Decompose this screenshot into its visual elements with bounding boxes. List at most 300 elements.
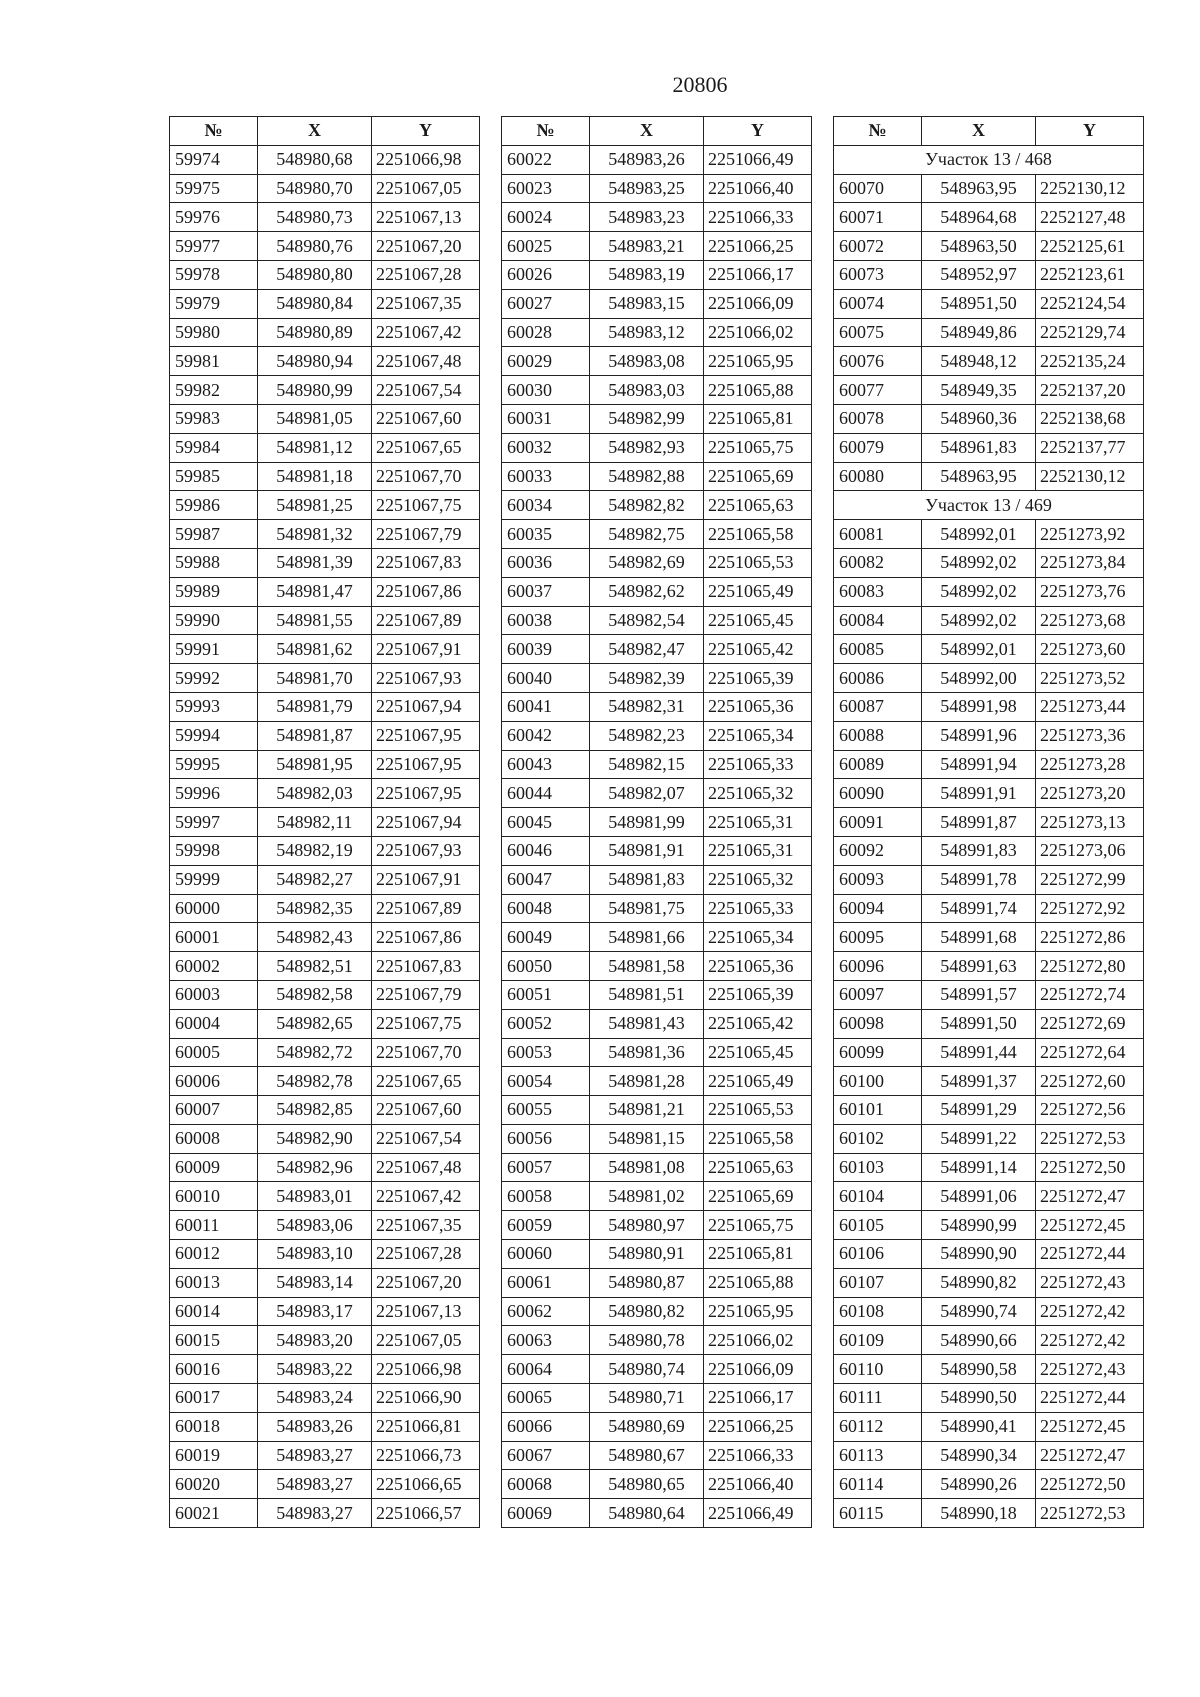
table-row bbox=[502, 692, 812, 721]
table-row bbox=[170, 779, 480, 808]
table-row bbox=[170, 606, 480, 635]
table-row bbox=[170, 1470, 480, 1499]
cell-number: 59977 bbox=[170, 232, 258, 261]
cell-y: 2251065,53 bbox=[704, 548, 812, 577]
cell-number: 60073 bbox=[834, 260, 922, 289]
cell-y: 2251067,94 bbox=[372, 692, 480, 721]
cell-y: 2251067,54 bbox=[372, 1124, 480, 1153]
cell-y: 2251273,44 bbox=[1036, 692, 1144, 721]
table-row bbox=[502, 1297, 812, 1326]
cell-y: 2251273,13 bbox=[1036, 808, 1144, 837]
cell-y: 2251067,70 bbox=[372, 1038, 480, 1067]
cell-x: 548982,03 bbox=[258, 779, 372, 808]
cell-y: 2251066,09 bbox=[704, 1355, 812, 1384]
cell-x: 548983,01 bbox=[258, 1182, 372, 1211]
table-row bbox=[502, 865, 812, 894]
cell-number: 60050 bbox=[502, 952, 590, 981]
cell-y: 2252137,77 bbox=[1036, 433, 1144, 462]
cell-y: 2251273,06 bbox=[1036, 836, 1144, 865]
cell-number: 60114 bbox=[834, 1470, 922, 1499]
table-row bbox=[170, 347, 480, 376]
cell-x: 548981,66 bbox=[590, 923, 704, 952]
cell-number: 60100 bbox=[834, 1067, 922, 1096]
cell-x: 548982,75 bbox=[590, 520, 704, 549]
table-row bbox=[170, 1268, 480, 1297]
table-row bbox=[170, 1211, 480, 1240]
cell-y: 2251272,53 bbox=[1036, 1499, 1144, 1528]
cell-y: 2251272,86 bbox=[1036, 923, 1144, 952]
cell-x: 548981,47 bbox=[258, 577, 372, 606]
table-row bbox=[834, 1384, 1144, 1413]
cell-number: 60081 bbox=[834, 520, 922, 549]
table-row bbox=[834, 750, 1144, 779]
table-row bbox=[170, 1412, 480, 1441]
table-row bbox=[170, 894, 480, 923]
cell-y: 2251067,42 bbox=[372, 1182, 480, 1211]
cell-number: 60079 bbox=[834, 433, 922, 462]
cell-x: 548982,31 bbox=[590, 692, 704, 721]
cell-x: 548991,74 bbox=[922, 894, 1036, 923]
cell-number: 60037 bbox=[502, 577, 590, 606]
cell-number: 60048 bbox=[502, 894, 590, 923]
cell-y: 2251272,50 bbox=[1036, 1470, 1144, 1499]
cell-number: 60099 bbox=[834, 1038, 922, 1067]
cell-number: 60022 bbox=[502, 145, 590, 174]
cell-x: 548980,99 bbox=[258, 376, 372, 405]
table-row bbox=[170, 1384, 480, 1413]
cell-y: 2251067,95 bbox=[372, 779, 480, 808]
cell-y: 2251067,95 bbox=[372, 721, 480, 750]
cell-number: 60036 bbox=[502, 548, 590, 577]
cell-y: 2251067,42 bbox=[372, 318, 480, 347]
cell-number: 60012 bbox=[170, 1240, 258, 1269]
cell-x: 548990,58 bbox=[922, 1355, 1036, 1384]
cell-x: 548990,34 bbox=[922, 1441, 1036, 1470]
table-row bbox=[834, 808, 1144, 837]
cell-number: 60067 bbox=[502, 1441, 590, 1470]
cell-y: 2251065,32 bbox=[704, 779, 812, 808]
cell-y: 2251066,17 bbox=[704, 1384, 812, 1413]
cell-number: 59987 bbox=[170, 520, 258, 549]
cell-number: 60034 bbox=[502, 491, 590, 520]
cell-y: 2251272,56 bbox=[1036, 1096, 1144, 1125]
cell-x: 548982,99 bbox=[590, 404, 704, 433]
table-row bbox=[170, 664, 480, 693]
table-row bbox=[834, 923, 1144, 952]
table-row bbox=[834, 1240, 1144, 1269]
cell-number: 60052 bbox=[502, 1009, 590, 1038]
cell-number: 60028 bbox=[502, 318, 590, 347]
table-row bbox=[170, 491, 480, 520]
cell-y: 2251272,44 bbox=[1036, 1384, 1144, 1413]
cell-number: 60068 bbox=[502, 1470, 590, 1499]
cell-y: 2251065,69 bbox=[704, 1182, 812, 1211]
table-row bbox=[834, 1182, 1144, 1211]
table-row bbox=[834, 1297, 1144, 1326]
cell-number: 60061 bbox=[502, 1268, 590, 1297]
cell-x: 548983,15 bbox=[590, 289, 704, 318]
cell-x: 548980,84 bbox=[258, 289, 372, 318]
cell-y: 2251066,65 bbox=[372, 1470, 480, 1499]
cell-x: 548982,69 bbox=[590, 548, 704, 577]
cell-x: 548981,58 bbox=[590, 952, 704, 981]
cell-y: 2251272,45 bbox=[1036, 1211, 1144, 1240]
table-row bbox=[834, 462, 1144, 491]
cell-x: 548980,71 bbox=[590, 1384, 704, 1413]
cell-x: 548983,24 bbox=[258, 1384, 372, 1413]
cell-x: 548981,87 bbox=[258, 721, 372, 750]
cell-number: 60077 bbox=[834, 376, 922, 405]
cell-y: 2251065,39 bbox=[704, 980, 812, 1009]
table-row bbox=[502, 1326, 812, 1355]
table-row bbox=[834, 260, 1144, 289]
cell-x: 548982,96 bbox=[258, 1153, 372, 1182]
cell-y: 2251066,02 bbox=[704, 318, 812, 347]
cell-y: 2251067,83 bbox=[372, 548, 480, 577]
cell-x: 548991,37 bbox=[922, 1067, 1036, 1096]
cell-x: 548983,26 bbox=[590, 145, 704, 174]
table-header-row bbox=[170, 117, 480, 146]
table-row bbox=[502, 750, 812, 779]
cell-y: 2251273,28 bbox=[1036, 750, 1144, 779]
cell-y: 2251065,34 bbox=[704, 721, 812, 750]
cell-number: 60005 bbox=[170, 1038, 258, 1067]
cell-y: 2251065,63 bbox=[704, 491, 812, 520]
cell-x: 548982,54 bbox=[590, 606, 704, 635]
cell-x: 548980,78 bbox=[590, 1326, 704, 1355]
table-row bbox=[834, 1038, 1144, 1067]
cell-x: 548982,62 bbox=[590, 577, 704, 606]
cell-x: 548981,75 bbox=[590, 894, 704, 923]
table-row bbox=[834, 404, 1144, 433]
cell-number: 60060 bbox=[502, 1240, 590, 1269]
cell-x: 548990,50 bbox=[922, 1384, 1036, 1413]
cell-x: 548981,15 bbox=[590, 1124, 704, 1153]
table-row bbox=[834, 174, 1144, 203]
table-row bbox=[170, 1096, 480, 1125]
table-row bbox=[502, 347, 812, 376]
table-row bbox=[502, 433, 812, 462]
table-row bbox=[170, 1153, 480, 1182]
cell-x: 548991,06 bbox=[922, 1182, 1036, 1211]
table-row bbox=[502, 577, 812, 606]
cell-number: 60011 bbox=[170, 1211, 258, 1240]
table-row bbox=[502, 145, 812, 174]
table-row bbox=[834, 520, 1144, 549]
cell-number: 60112 bbox=[834, 1412, 922, 1441]
cell-x: 548992,00 bbox=[922, 664, 1036, 693]
cell-x: 548981,83 bbox=[590, 865, 704, 894]
cell-y: 2251067,83 bbox=[372, 952, 480, 981]
cell-y: 2251272,80 bbox=[1036, 952, 1144, 981]
cell-number: 60026 bbox=[502, 260, 590, 289]
table-row bbox=[170, 203, 480, 232]
cell-x: 548982,72 bbox=[258, 1038, 372, 1067]
cell-y: 2252127,48 bbox=[1036, 203, 1144, 232]
cell-x: 548991,87 bbox=[922, 808, 1036, 837]
cell-y: 2251273,68 bbox=[1036, 606, 1144, 635]
table-row bbox=[502, 808, 812, 837]
cell-x: 548983,21 bbox=[590, 232, 704, 261]
cell-y: 2251065,49 bbox=[704, 1067, 812, 1096]
cell-number: 60059 bbox=[502, 1211, 590, 1240]
cell-y: 2251067,05 bbox=[372, 1326, 480, 1355]
cell-number: 60027 bbox=[502, 289, 590, 318]
cell-y: 2251273,76 bbox=[1036, 577, 1144, 606]
table-row bbox=[834, 289, 1144, 318]
cell-number: 60013 bbox=[170, 1268, 258, 1297]
cell-number: 59996 bbox=[170, 779, 258, 808]
table-row bbox=[502, 1268, 812, 1297]
cell-x: 548983,12 bbox=[590, 318, 704, 347]
table-row bbox=[170, 462, 480, 491]
cell-number: 60072 bbox=[834, 232, 922, 261]
cell-y: 2251065,95 bbox=[704, 347, 812, 376]
cell-y: 2251272,47 bbox=[1036, 1441, 1144, 1470]
cell-number: 60007 bbox=[170, 1096, 258, 1125]
cell-y: 2251273,92 bbox=[1036, 520, 1144, 549]
cell-x: 548982,39 bbox=[590, 664, 704, 693]
cell-y: 2251065,42 bbox=[704, 1009, 812, 1038]
cell-y: 2251067,65 bbox=[372, 1067, 480, 1096]
cell-number: 60063 bbox=[502, 1326, 590, 1355]
cell-number: 60082 bbox=[834, 548, 922, 577]
table-row bbox=[834, 1268, 1144, 1297]
cell-x: 548949,35 bbox=[922, 376, 1036, 405]
cell-x: 548980,73 bbox=[258, 203, 372, 232]
cell-x: 548980,68 bbox=[258, 145, 372, 174]
cell-y: 2252135,24 bbox=[1036, 347, 1144, 376]
table-row bbox=[834, 721, 1144, 750]
cell-number: 60020 bbox=[170, 1470, 258, 1499]
cell-x: 548982,07 bbox=[590, 779, 704, 808]
cell-x: 548982,47 bbox=[590, 635, 704, 664]
cell-y: 2251067,28 bbox=[372, 1240, 480, 1269]
cell-x: 548991,78 bbox=[922, 865, 1036, 894]
table-row bbox=[502, 1441, 812, 1470]
cell-x: 548991,68 bbox=[922, 923, 1036, 952]
column-header-x: X bbox=[922, 117, 1036, 146]
cell-x: 548990,82 bbox=[922, 1268, 1036, 1297]
cell-number: 60016 bbox=[170, 1355, 258, 1384]
cell-x: 548991,91 bbox=[922, 779, 1036, 808]
table-row bbox=[502, 606, 812, 635]
table-row bbox=[170, 1499, 480, 1528]
cell-y: 2251272,43 bbox=[1036, 1355, 1144, 1384]
table-row bbox=[502, 664, 812, 693]
table-row bbox=[502, 318, 812, 347]
cell-number: 60074 bbox=[834, 289, 922, 318]
cell-number: 60046 bbox=[502, 836, 590, 865]
cell-x: 548982,43 bbox=[258, 923, 372, 952]
cell-number: 59991 bbox=[170, 635, 258, 664]
cell-number: 59982 bbox=[170, 376, 258, 405]
column-header-number: № bbox=[834, 117, 922, 146]
table-row bbox=[170, 289, 480, 318]
cell-number: 60085 bbox=[834, 635, 922, 664]
cell-x: 548982,78 bbox=[258, 1067, 372, 1096]
table-row bbox=[834, 1211, 1144, 1240]
cell-x: 548980,89 bbox=[258, 318, 372, 347]
cell-x: 548980,97 bbox=[590, 1211, 704, 1240]
cell-y: 2251272,42 bbox=[1036, 1297, 1144, 1326]
table-row bbox=[834, 1499, 1144, 1528]
cell-x: 548981,12 bbox=[258, 433, 372, 462]
cell-x: 548981,70 bbox=[258, 664, 372, 693]
table-row bbox=[502, 635, 812, 664]
cell-y: 2251067,13 bbox=[372, 1297, 480, 1326]
table-row bbox=[834, 347, 1144, 376]
cell-x: 548990,74 bbox=[922, 1297, 1036, 1326]
table-row bbox=[170, 980, 480, 1009]
cell-number: 59995 bbox=[170, 750, 258, 779]
table-row bbox=[834, 779, 1144, 808]
cell-y: 2251066,40 bbox=[704, 1470, 812, 1499]
cell-y: 2251065,45 bbox=[704, 606, 812, 635]
cell-number: 60054 bbox=[502, 1067, 590, 1096]
cell-number: 60030 bbox=[502, 376, 590, 405]
cell-y: 2251065,39 bbox=[704, 664, 812, 693]
cell-number: 60101 bbox=[834, 1096, 922, 1125]
table-row bbox=[170, 836, 480, 865]
cell-y: 2251066,33 bbox=[704, 203, 812, 232]
cell-x: 548981,51 bbox=[590, 980, 704, 1009]
table-row bbox=[502, 952, 812, 981]
cell-number: 60053 bbox=[502, 1038, 590, 1067]
cell-x: 548983,27 bbox=[258, 1441, 372, 1470]
table-row bbox=[502, 1499, 812, 1528]
cell-y: 2251272,42 bbox=[1036, 1326, 1144, 1355]
cell-y: 2251067,65 bbox=[372, 433, 480, 462]
cell-number: 60078 bbox=[834, 404, 922, 433]
cell-x: 548981,02 bbox=[590, 1182, 704, 1211]
column-header-x: X bbox=[258, 117, 372, 146]
table-row bbox=[834, 865, 1144, 894]
table-row bbox=[502, 1009, 812, 1038]
cell-x: 548980,80 bbox=[258, 260, 372, 289]
cell-y: 2251066,81 bbox=[372, 1412, 480, 1441]
table-row bbox=[170, 1009, 480, 1038]
cell-number: 60043 bbox=[502, 750, 590, 779]
cell-y: 2251066,57 bbox=[372, 1499, 480, 1528]
cell-y: 2252129,74 bbox=[1036, 318, 1144, 347]
table-row bbox=[170, 174, 480, 203]
cell-y: 2251067,05 bbox=[372, 174, 480, 203]
cell-number: 60000 bbox=[170, 894, 258, 923]
table-row bbox=[502, 1182, 812, 1211]
cell-x: 548983,22 bbox=[258, 1355, 372, 1384]
cell-number: 59974 bbox=[170, 145, 258, 174]
cell-number: 60009 bbox=[170, 1153, 258, 1182]
cell-number: 59994 bbox=[170, 721, 258, 750]
cell-y: 2251272,69 bbox=[1036, 1009, 1144, 1038]
cell-number: 59985 bbox=[170, 462, 258, 491]
table-row bbox=[834, 232, 1144, 261]
cell-x: 548982,88 bbox=[590, 462, 704, 491]
table-row bbox=[834, 1355, 1144, 1384]
cell-number: 60058 bbox=[502, 1182, 590, 1211]
cell-number: 60049 bbox=[502, 923, 590, 952]
cell-x: 548981,62 bbox=[258, 635, 372, 664]
cell-number: 60070 bbox=[834, 174, 922, 203]
cell-x: 548991,44 bbox=[922, 1038, 1036, 1067]
cell-number: 60069 bbox=[502, 1499, 590, 1528]
cell-number: 60075 bbox=[834, 318, 922, 347]
cell-x: 548981,55 bbox=[258, 606, 372, 635]
section-title: Участок 13 / 468 bbox=[834, 145, 1144, 174]
cell-x: 548990,90 bbox=[922, 1240, 1036, 1269]
table-row bbox=[834, 894, 1144, 923]
table-row bbox=[170, 1067, 480, 1096]
cell-number: 60041 bbox=[502, 692, 590, 721]
cell-x: 548981,08 bbox=[590, 1153, 704, 1182]
cell-x: 548983,08 bbox=[590, 347, 704, 376]
cell-x: 548980,76 bbox=[258, 232, 372, 261]
cell-x: 548952,97 bbox=[922, 260, 1036, 289]
table-row bbox=[170, 692, 480, 721]
cell-number: 60113 bbox=[834, 1441, 922, 1470]
cell-x: 548981,32 bbox=[258, 520, 372, 549]
cell-number: 59999 bbox=[170, 865, 258, 894]
cell-number: 59992 bbox=[170, 664, 258, 693]
cell-number: 60098 bbox=[834, 1009, 922, 1038]
cell-number: 60010 bbox=[170, 1182, 258, 1211]
cell-number: 60083 bbox=[834, 577, 922, 606]
cell-x: 548980,82 bbox=[590, 1297, 704, 1326]
cell-number: 60111 bbox=[834, 1384, 922, 1413]
table-row bbox=[502, 1470, 812, 1499]
cell-x: 548981,05 bbox=[258, 404, 372, 433]
cell-x: 548960,36 bbox=[922, 404, 1036, 433]
cell-number: 59979 bbox=[170, 289, 258, 318]
cell-number: 60090 bbox=[834, 779, 922, 808]
cell-number: 59980 bbox=[170, 318, 258, 347]
table-row bbox=[834, 1326, 1144, 1355]
cell-y: 2251067,79 bbox=[372, 980, 480, 1009]
table-row bbox=[834, 1153, 1144, 1182]
cell-number: 60002 bbox=[170, 952, 258, 981]
cell-number: 60032 bbox=[502, 433, 590, 462]
cell-number: 59978 bbox=[170, 260, 258, 289]
cell-y: 2251067,89 bbox=[372, 894, 480, 923]
cell-number: 60040 bbox=[502, 664, 590, 693]
cell-y: 2251067,48 bbox=[372, 347, 480, 376]
table-row bbox=[502, 1067, 812, 1096]
table-row bbox=[170, 260, 480, 289]
cell-x: 548964,68 bbox=[922, 203, 1036, 232]
cell-y: 2251272,45 bbox=[1036, 1412, 1144, 1441]
table-row bbox=[170, 318, 480, 347]
cell-x: 548991,22 bbox=[922, 1124, 1036, 1153]
cell-x: 548980,87 bbox=[590, 1268, 704, 1297]
cell-y: 2251067,79 bbox=[372, 520, 480, 549]
cell-x: 548982,11 bbox=[258, 808, 372, 837]
column-header-y: Y bbox=[1036, 117, 1144, 146]
cell-y: 2251067,91 bbox=[372, 865, 480, 894]
cell-x: 548992,01 bbox=[922, 635, 1036, 664]
cell-y: 2251067,93 bbox=[372, 836, 480, 865]
cell-number: 60104 bbox=[834, 1182, 922, 1211]
table-row bbox=[502, 174, 812, 203]
table-row bbox=[502, 1240, 812, 1269]
section-row bbox=[834, 491, 1144, 520]
cell-number: 60088 bbox=[834, 721, 922, 750]
cell-number: 60091 bbox=[834, 808, 922, 837]
cell-y: 2251065,75 bbox=[704, 433, 812, 462]
table-row bbox=[170, 635, 480, 664]
table-row bbox=[170, 1240, 480, 1269]
cell-x: 548983,14 bbox=[258, 1268, 372, 1297]
